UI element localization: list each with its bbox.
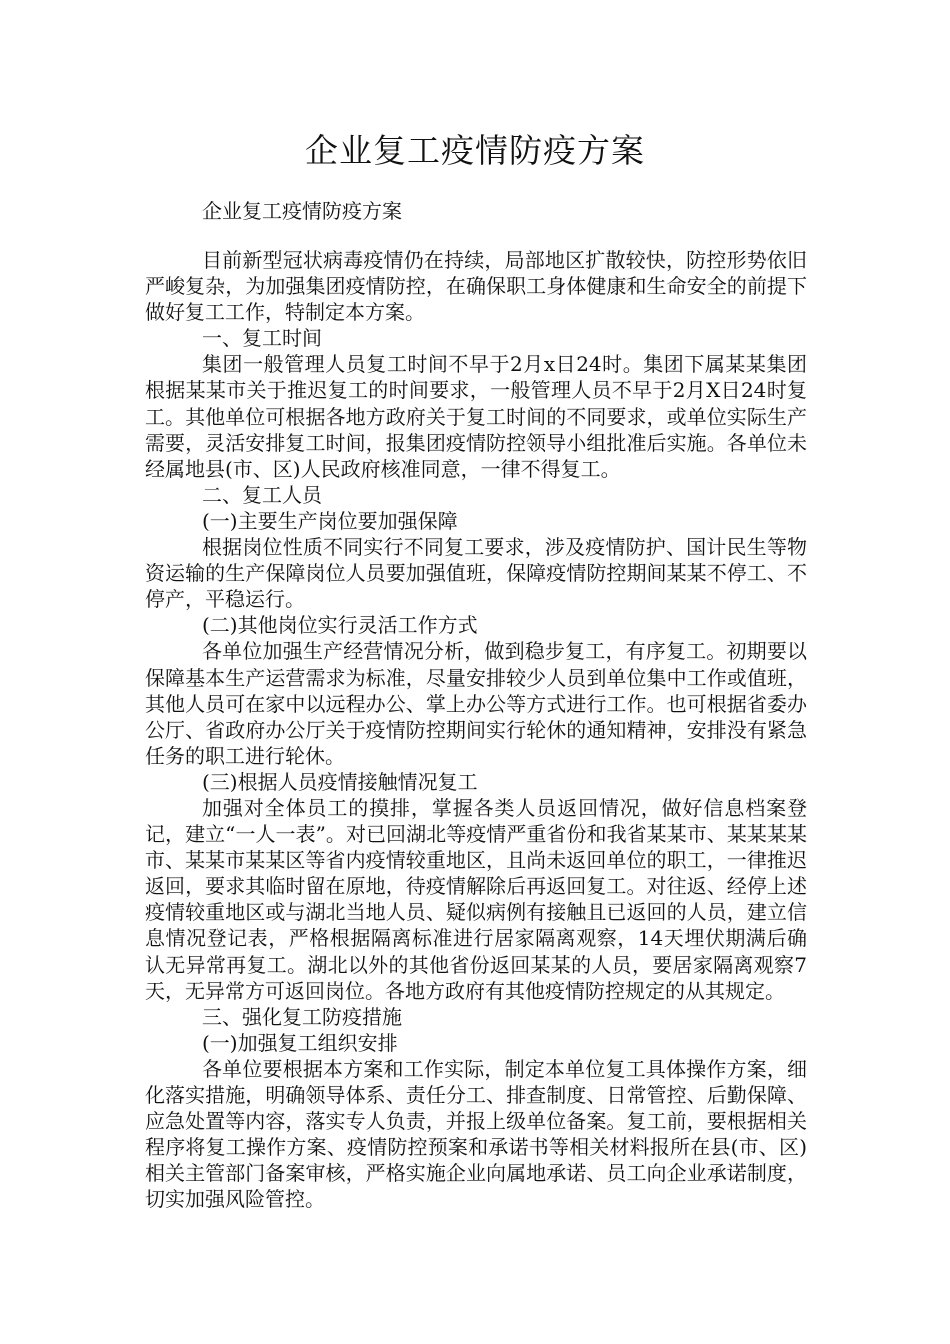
paragraph: 集团一般管理人员复工时间不早于2月x日24时。集团下属某某集团根据某某市关于推迟复工的时间要求，一般管理人员不早于2月X日24时复工。其他单位可根据各地方政府关于复工时间的不同要求，或单位实际生产需要，灵活安排复工时间，报集团疫情防控领导小组批准后实施。各单位未经属地县(市、区)人民政府核准同意，一律不得复工。	[145, 352, 807, 481]
subsection-heading: (一)加强复工组织安排	[202, 1030, 398, 1055]
subsection-heading: (三)根据人员疫情接触情况复工	[202, 769, 478, 794]
paragraph: 加强对全体员工的摸排，掌握各类人员返回情况，做好信息档案登记，建立“一人一表”。对已回湖北等疫情严重省份和我省某某市、某某某某市、某某市某某区等省内疫情较重地区，且尚未返回单位的职工，一律推迟返回，要求其临时留在原地，待疫情解除后再返回复工。对往返、经停上述疫情较重地区或与湖北当地人员、疑似病例有接触且已返回的人员，建立信息情况登记表，严格根据隔离标准进行居家隔离观察，14天埋伏期满后确认无异常再复工。湖北以外的其他省份返回某某的人员，要居家隔离观察7天，无异常方可返回岗位。各地方政府有其他疫情防控规定的从其规定。	[145, 795, 807, 1003]
paragraph: 根据岗位性质不同实行不同复工要求，涉及疫情防护、国计民生等物资运输的生产保障岗位人员要加强值班，保障疫情防控期间某某不停工、不停产，平稳运行。	[145, 535, 807, 612]
section-heading-1: 一、复工时间	[202, 326, 322, 351]
document-body	[145, 247, 807, 1212]
subsection-heading: (一)主要生产岗位要加强保障	[202, 508, 458, 533]
document-title: 企业复工疫情防疫方案	[305, 131, 645, 170]
intro-paragraph: 目前新型冠状病毒疫情仍在持续，局部地区扩散较快，防控形势依旧严峻复杂，为加强集团疫情防控，在确保职工身体健康和生命安全的前提下做好复工工作，特制定本方案。	[145, 248, 807, 325]
paragraph: 各单位加强生产经营情况分析，做到稳步复工，有序复工。初期要以保障基本生产运营需求为标准，尽量安排较少人员到单位集中工作或值班，其他人员可在家中以远程办公、掌上办公等方式进行工作。也可根据省委办公厅、省政府办公厅关于疫情防控期间实行轮休的通知精神，安排没有紧急任务的职工进行轮休。	[145, 639, 807, 768]
document-subtitle: 企业复工疫情防疫方案	[202, 199, 402, 223]
section-heading-2: 二、复工人员	[202, 482, 322, 507]
subsection-heading: (二)其他岗位实行灵活工作方式	[202, 613, 478, 638]
paragraph: 各单位要根据本方案和工作实际，制定本单位复工具体操作方案，细化落实措施，明确领导体系、责任分工、排查制度、日常管控、后勤保障、应急处置等内容，落实专人负责，并报上级单位备案。复工前，要根据相关程序将复工操作方案、疫情防控预案和承诺书等相关材料报所在县(市、区)相关主管部门备案审核，严格实施企业向属地承诺、员工向企业承诺制度，切实加强风险管控。	[145, 1056, 807, 1212]
section-heading-3: 三、强化复工防疫措施	[202, 1004, 402, 1029]
